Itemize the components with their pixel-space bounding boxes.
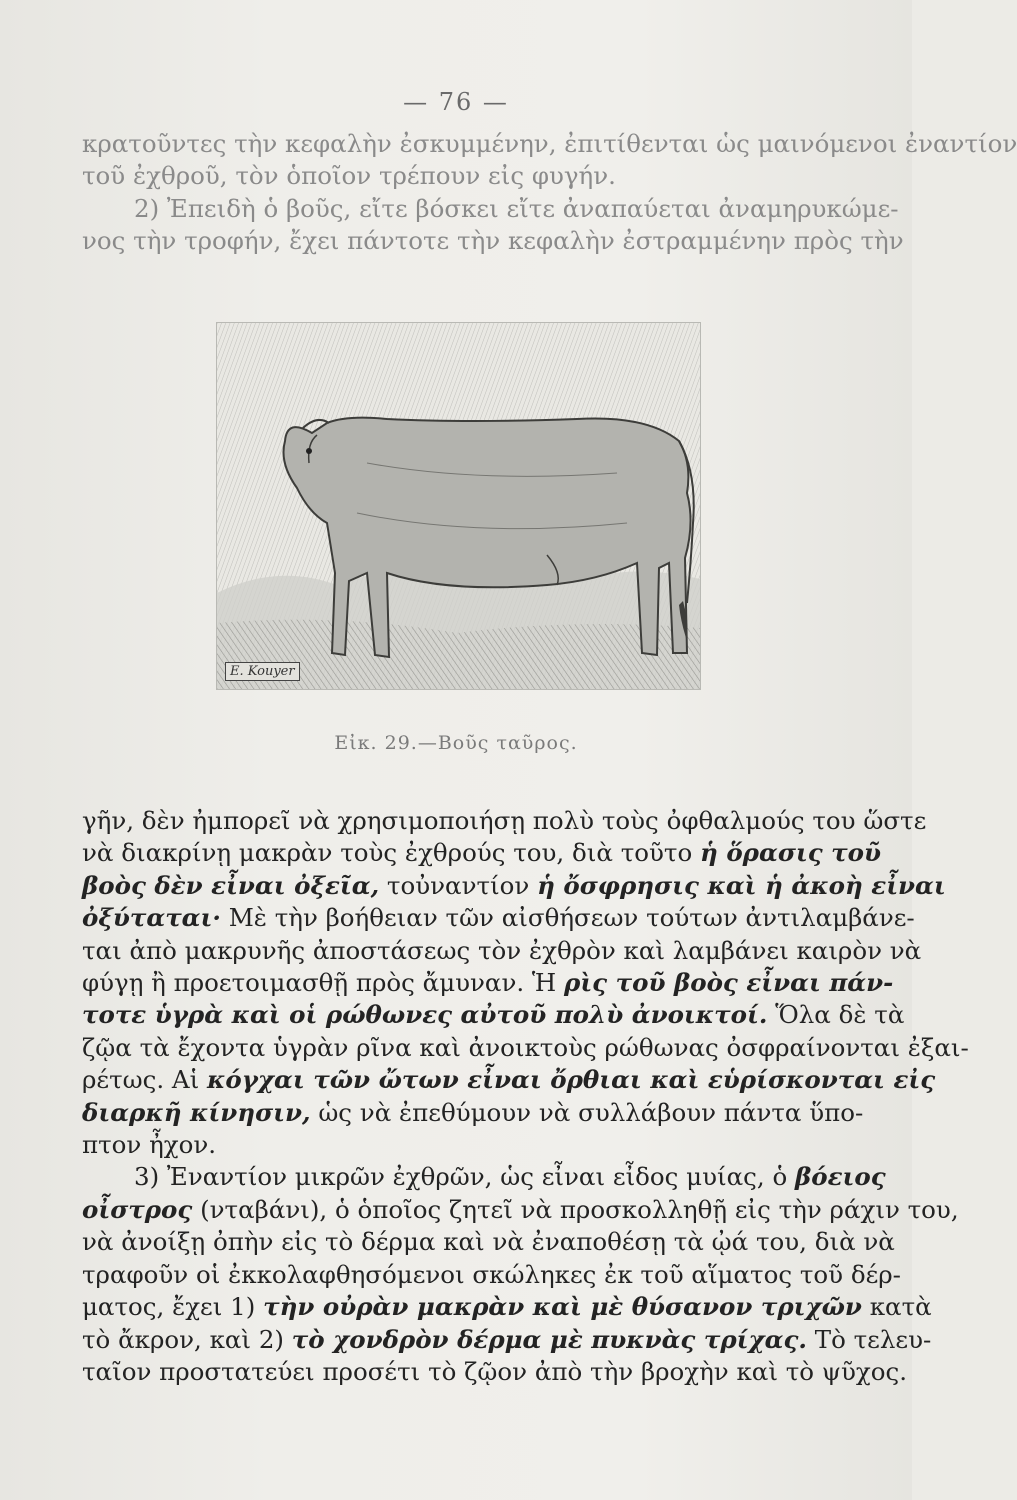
text-line bbox=[82, 1064, 936, 1096]
text-run: πτον ἦχον. bbox=[82, 1130, 217, 1160]
emphasis-run: ἡ ὄσφρησις καὶ ἡ ἀκοὴ εἶναι bbox=[537, 870, 946, 900]
text-line bbox=[82, 1259, 901, 1291]
text-line bbox=[82, 1324, 932, 1356]
emphasis-run: ρὶς τοῦ βοὸς εἶναι πάν- bbox=[564, 968, 894, 998]
text-run: ζῷα τὰ ἔχοντα ὑγρὰν ρῖνα καὶ ἀνοικτοὺς ρώθωνας ὀσφραίνονται ἐξαι- bbox=[82, 1032, 969, 1062]
text-run: Ὅλα δὲ τὰ bbox=[767, 1000, 905, 1030]
text-line bbox=[82, 999, 905, 1031]
emphasis-run: οἶστρος bbox=[82, 1194, 193, 1224]
text-run: Τὸ τελευ- bbox=[806, 1324, 932, 1354]
text-line: νος τὴν τροφήν, ἔχει πάντοτε τὴν κεφαλὴν ἐστραμμένην πρὸς τὴν bbox=[82, 226, 904, 256]
top-paragraph bbox=[82, 128, 1017, 258]
text-run: νὰ διακρίνῃ μακρὰν τοὺς ἐχθρούς του, διὰ τοῦτο bbox=[82, 838, 700, 868]
text-run: ρέτως. Αἱ bbox=[82, 1065, 208, 1095]
text-line: 2) Ἐπειδὴ ὁ βοῦς, εἴτε βόσκει εἴτε ἀναπαύεται ἀναμηρυκώμε- bbox=[134, 193, 899, 223]
text-line: τοῦ ἐχθροῦ, τὸν ὁποῖον τρέπουν εἰς φυγήν. bbox=[82, 161, 616, 191]
emphasis-run: βόειος bbox=[795, 1162, 886, 1192]
emphasis-run: κόγχαι τῶν ὤτων εἶναι ὄρθιαι καὶ εὑρίσκονται εἰς bbox=[207, 1065, 936, 1095]
text-run: φύγῃ ἢ προετοιμασθῇ πρὸς ἄμυναν. Ἡ bbox=[82, 968, 565, 998]
text-line bbox=[82, 935, 922, 967]
text-run: τὸ ἄκρον, καὶ 2) bbox=[82, 1324, 292, 1354]
text-line bbox=[82, 1194, 959, 1226]
engraver-signature: E. Kouyer bbox=[225, 662, 300, 681]
text-run: ται ἀπὸ μακρυνῆς ἀποστάσεως τὸν ἐχθρὸν καὶ λαμβάνει καιρὸν νὰ bbox=[82, 935, 922, 965]
text-line bbox=[82, 805, 927, 837]
text-line bbox=[82, 1356, 908, 1388]
text-run: ματος, ἔχει 1) bbox=[82, 1292, 264, 1322]
emphasis-run: ὀξύταται· bbox=[82, 903, 221, 933]
text-line bbox=[82, 1129, 882, 1161]
text-run: Μὲ τὴν βοήθειαν τῶν αἰσθήσεων τούτων ἀντιλαμβάνε- bbox=[220, 903, 915, 933]
emphasis-run: διαρκῆ κίνησιν, bbox=[82, 1097, 311, 1127]
text-line bbox=[82, 902, 915, 934]
text-line bbox=[82, 1291, 932, 1323]
bull-illustration bbox=[216, 322, 701, 690]
text-line bbox=[82, 1032, 969, 1064]
text-run: κατὰ bbox=[861, 1292, 932, 1322]
text-run: 3) Ἐναντίον μικρῶν ἐχθρῶν, ὡς εἶναι εἶδος μυίας, ὁ bbox=[134, 1162, 795, 1192]
text-run: (νταβάνι), ὁ ὁποῖος ζητεῖ νὰ προσκολληθῇ εἰς τὴν ράχιν του, bbox=[192, 1194, 959, 1224]
emphasis-run: τὸ χονδρὸν δέρμα μὲ πυκνὰς τρίχας. bbox=[291, 1324, 807, 1354]
text-run: τραφοῦν οἱ ἐκκολαφθησόμενοι σκώληκες ἐκ τοῦ αἵματος τοῦ δέρ- bbox=[82, 1259, 901, 1289]
text-line bbox=[82, 1161, 886, 1193]
text-line bbox=[82, 870, 946, 902]
text-line bbox=[82, 1097, 882, 1129]
emphasis-run: ἡ ὅρασις τοῦ bbox=[699, 838, 882, 868]
text-run: τοὐναντίον bbox=[379, 870, 538, 900]
figure-caption: Εἰκ. 29.—Βοῦς ταῦρος. bbox=[334, 732, 578, 754]
text-run: γῆν, δὲν ἠμπορεῖ νὰ χρησιμοποιήσῃ πολὺ τοὺς ὀφθαλμούς του ὥστε bbox=[82, 806, 927, 835]
text-line: κρατοῦντες τὴν κεφαλὴν ἐσκυμμένην, ἐπιτίθενται ὡς μαινόμενοι ἐναντίον bbox=[82, 129, 1017, 158]
emphasis-run: τοτε ὑγρὰ καὶ οἱ ρώθωνες αὐτοῦ πολὺ ἀνοικτοί. bbox=[82, 1000, 768, 1030]
main-paragraphs bbox=[82, 805, 969, 1388]
text-line bbox=[82, 1226, 895, 1258]
text-run: ταῖον προστατεύει προσέτι τὸ ζῷον ἀπὸ τὴν βροχὴν καὶ τὸ ψῦχος. bbox=[82, 1356, 908, 1386]
page-number: — 76 — bbox=[403, 88, 509, 116]
emphasis-run: τὴν οὐρὰν μακρὰν καὶ μὲ θύσανον τριχῶν bbox=[263, 1292, 862, 1322]
emphasis-run: βοὸς δὲν εἶναι ὀξεῖα, bbox=[82, 870, 380, 900]
text-run: νὰ ἀνοίξῃ ὀπὴν εἰς τὸ δέρμα καὶ νὰ ἐναποθέσῃ τὰ ᾠά του, διὰ νὰ bbox=[82, 1227, 895, 1257]
text-line bbox=[82, 837, 882, 869]
text-line bbox=[82, 967, 894, 999]
bull-engraving-icon bbox=[217, 323, 700, 689]
text-run: ὡς νὰ ἐπεθύμουν νὰ συλλάβουν πάντα ὕπο- bbox=[310, 1097, 864, 1127]
